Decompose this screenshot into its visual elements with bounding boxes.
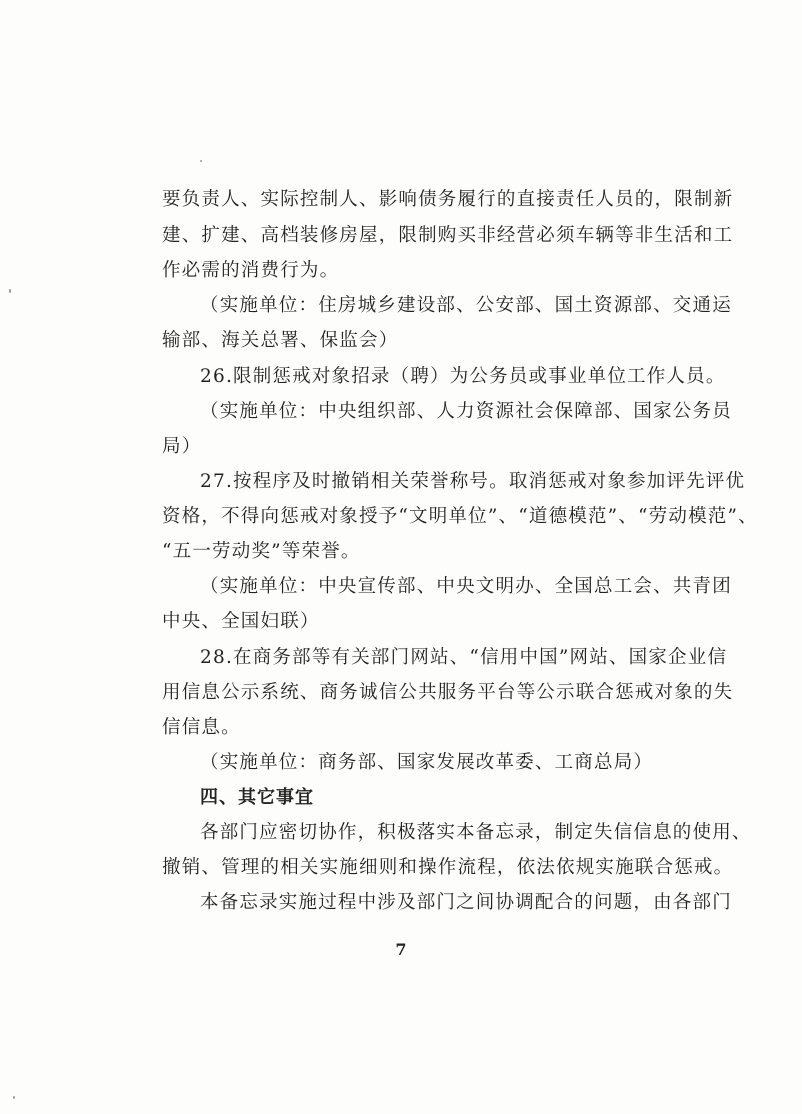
implementing-units-line: （实施单位：中央组织部、人力资源社会保障部、国家公务员 (200, 401, 732, 422)
body-line: 要负责人、实际控制人、影响债务履行的直接责任人员的，限制新 (162, 189, 734, 210)
item-28-line: 28.在商务部等有关部门网站、“信用中国”网站、国家企业信 (200, 647, 728, 668)
implementing-units-line: 局） (162, 436, 202, 457)
implementing-units-line: （实施单位：商务部、国家发展改革委、工商总局） (200, 752, 654, 773)
item-28-line: 信信息。 (162, 717, 241, 738)
body-line: 作必需的消费行为。 (162, 260, 340, 281)
implementing-units-line: 输部、海关总署、保监会） (162, 330, 399, 351)
body-line: 本备忘录实施过程中涉及部门之间协调配合的问题，由各部门 (200, 892, 732, 913)
body-line: 建、扩建、高档装修房屋，限制购买非经营必须车辆等非生活和工 (162, 225, 734, 246)
implementing-units-line: 中央、全国妇联） (162, 611, 320, 632)
body-line: 撤销、管理的相关实施细则和操作流程，依法依规实施联合惩戒。 (162, 857, 734, 878)
item-27-line: “五一劳动奖”等荣誉。 (162, 541, 361, 562)
scan-speck (9, 289, 11, 293)
section-heading: 四、其它事宜 (200, 787, 314, 808)
item-27-line: 27.按程序及时撤销相关荣誉称号。取消惩戒对象参加评先评优 (200, 471, 746, 492)
item-26-line: 26.限制惩戒对象招录（聘）为公务员或事业单位工作人员。 (200, 366, 726, 387)
implementing-units-line: （实施单位：住房城乡建设部、公安部、国土资源部、交通运 (200, 295, 732, 316)
item-27-line: 资格，不得向惩戒对象授予“文明单位”、“道德模范”、“劳动模范”、 (162, 506, 758, 527)
scan-speck (13, 1096, 15, 1099)
implementing-units-line: （实施单位：中央宣传部、中央文明办、全国总工会、共青团 (200, 576, 732, 597)
scan-speck (200, 160, 202, 162)
page-number: 7 (395, 940, 407, 959)
item-28-line: 用信息公示系统、商务诚信公共服务平台等公示联合惩戒对象的失 (162, 682, 734, 703)
body-line: 各部门应密切协作，积极落实本备忘录，制定失信信息的使用、 (200, 822, 752, 843)
